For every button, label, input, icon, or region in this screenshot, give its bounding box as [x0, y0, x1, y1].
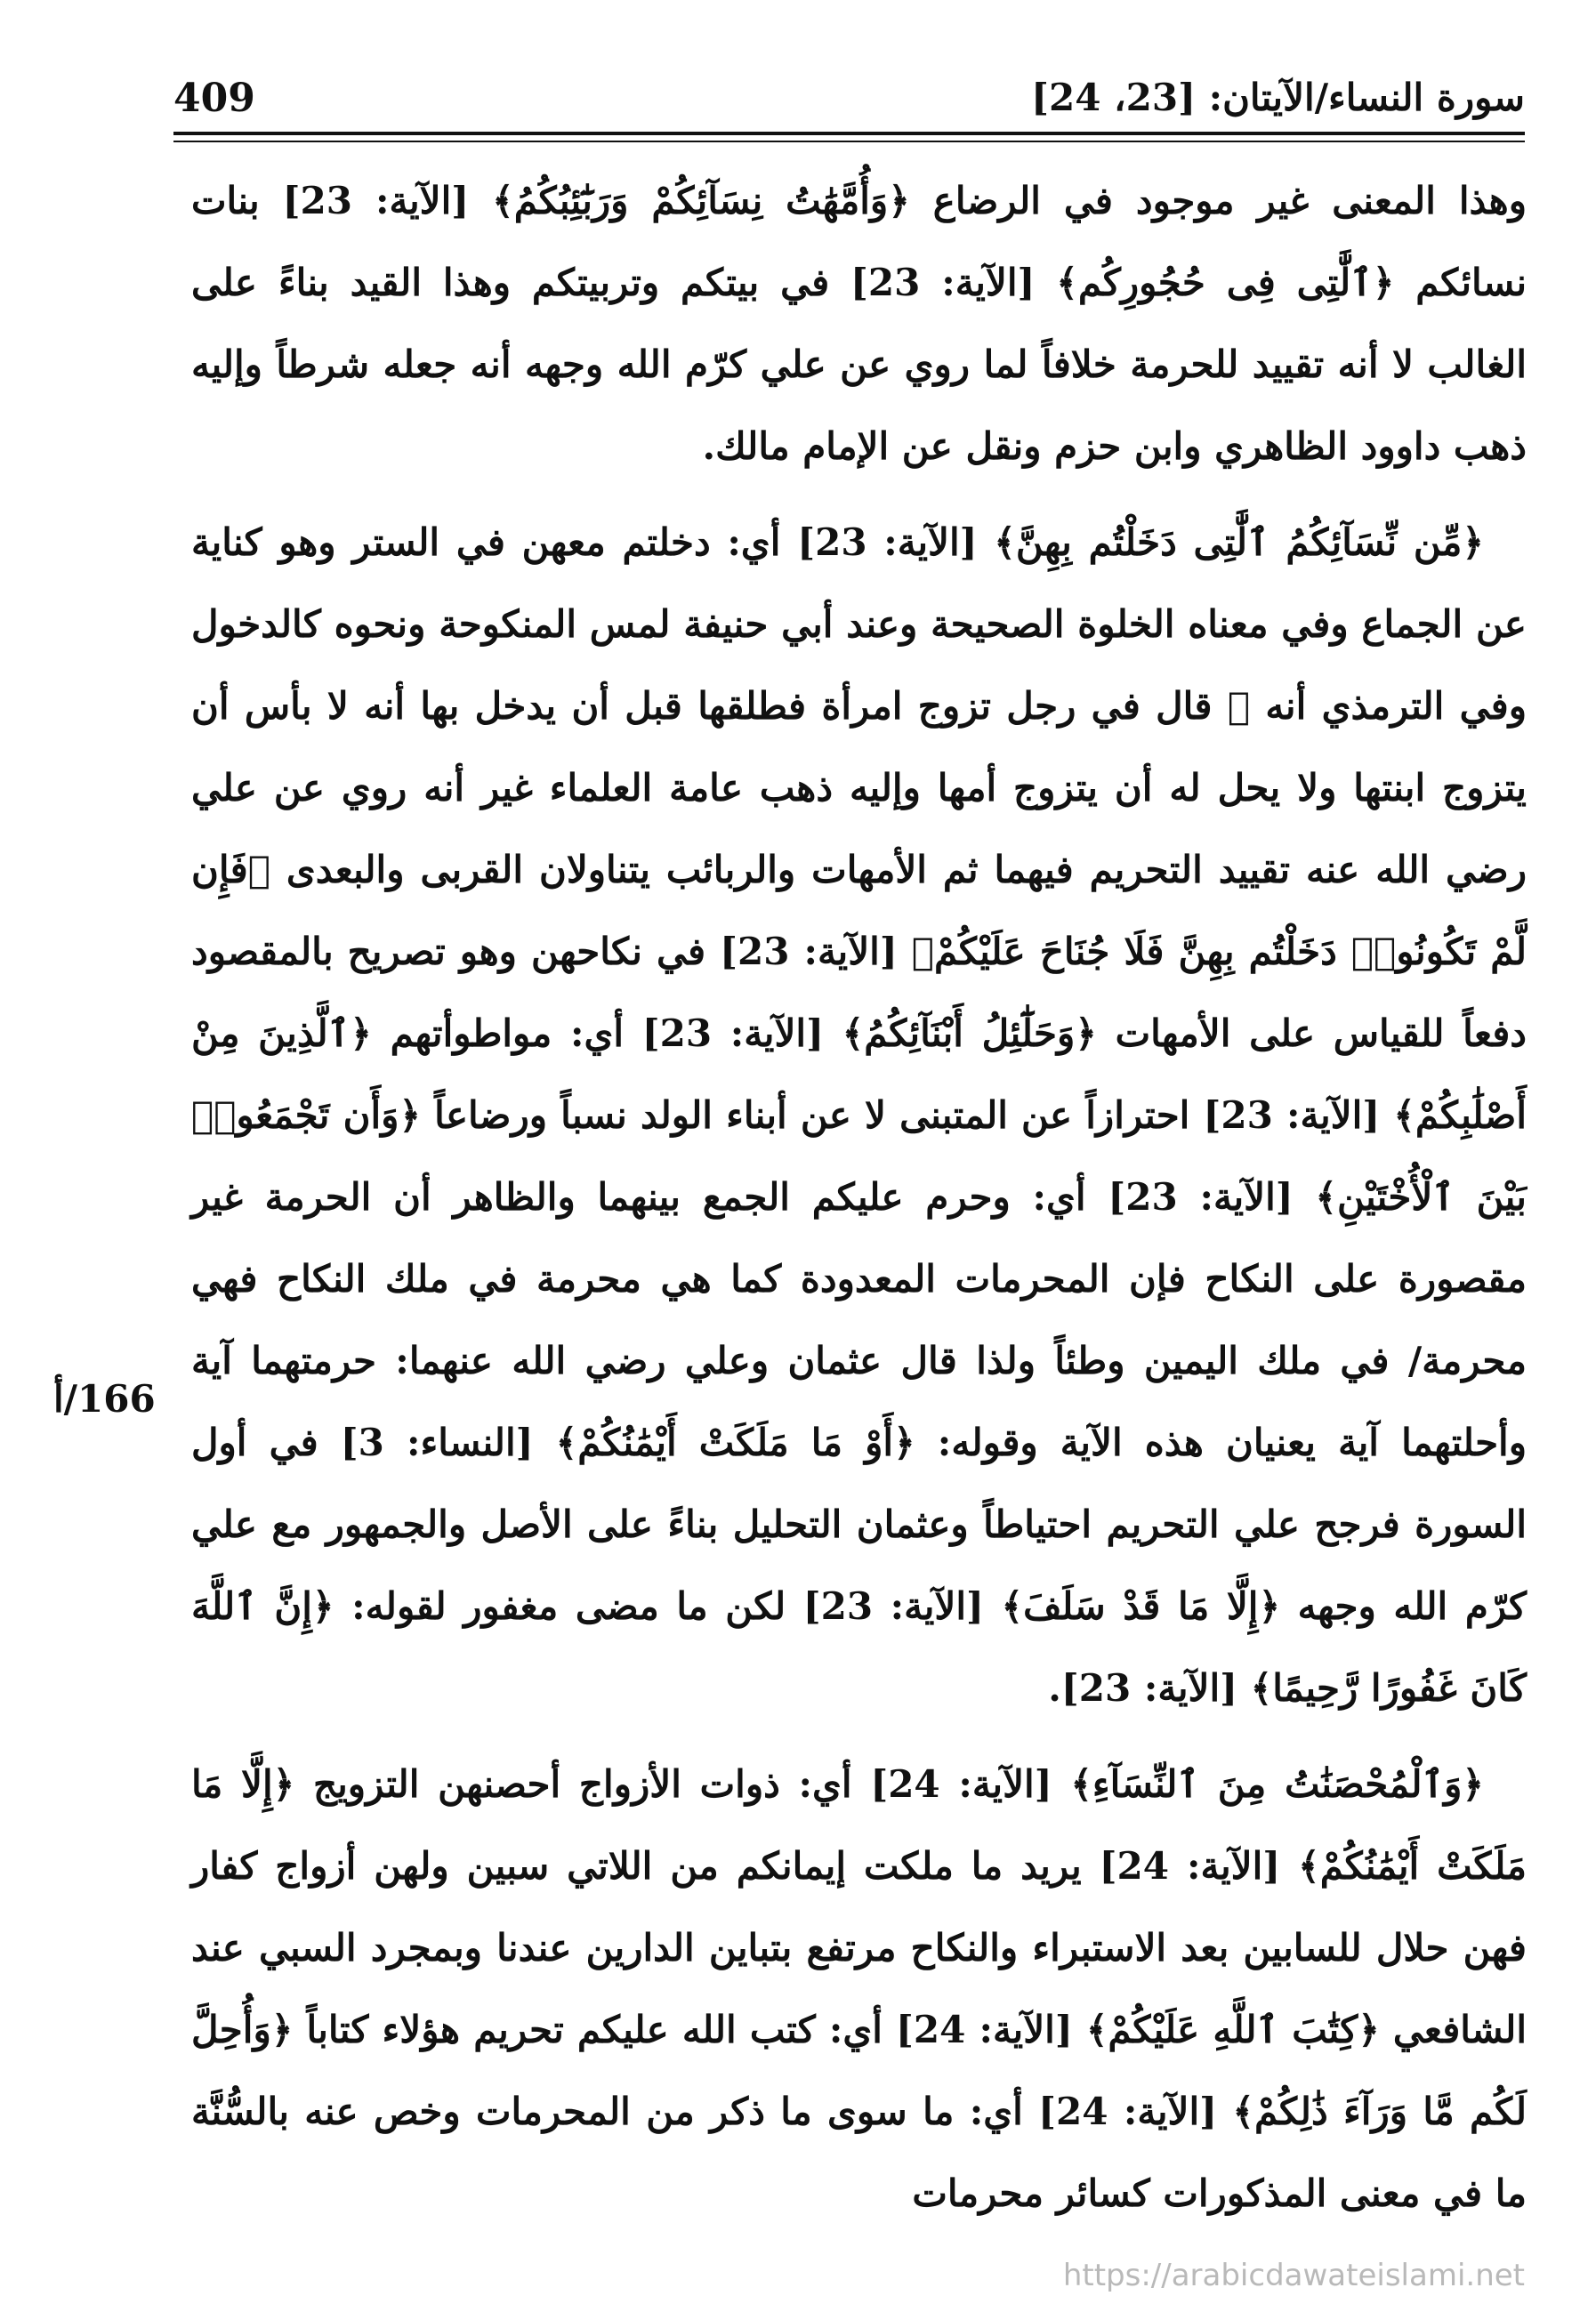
paragraph-3: ﴿وَٱلْمُحْصَنَٰتُ مِنَ ٱلنِّسَآءِ﴾ [الآية: 24] أي: ذوات الأزواج أحصنهن التزويج ﴿إِلَّا مَا مَلَكَتْ أَيْمَٰنُكُمْ﴾ [الآية: 24] يريد ما ملكت إيمانكم من اللاتي سبين ولهن أزواج كفار فهن حلال للسابين بعد الاستبراء والنكاح مرتفع بتباين الدارين عندنا وبمجرد السبي عند الشافعي ﴿كِتَٰبَ ٱللَّهِ عَلَيْكُمْ﴾ [الآية: 24] أي: كتب الله عليكم تحريم هؤلاء كتاباً ﴿وَأُحِلَّ لَكُم مَّا وَرَآءَ ذَٰلِكُمْ﴾ [الآية: 24] أي: ما سوى ما ذكر من المحرمات وخص عنه بالسُّنَّة ما في معنى المذكورات كسائر محرمات	[191, 1762, 1527, 2215]
header-rule-thick	[173, 132, 1525, 135]
paragraph-1: وهذا المعنى غير موجود في الرضاع ﴿وَأُمَّهَٰتُ نِسَآئِكُمْ وَرَبَٰٓئِبُكُمُ﴾ [الآية: 23] بنات نسائكم ﴿ٱلَّٰتِى فِى حُجُورِكُم﴾ [الآية: 23] في بيتكم وتربيتكم وهذا القيد بناءً على الغالب لا أنه تقييد للحرمة خلافاً لما روي عن علي كرّم الله وجهه أنه جعله شرطاً وإليه ذهب داوود الظاهري وابن حزم ونقل عن الإمام مالك.	[191, 179, 1527, 468]
page-header	[173, 76, 1525, 138]
body-text	[191, 160, 1527, 2235]
page-number: 409	[173, 76, 255, 121]
header-rule-thin	[173, 141, 1525, 142]
margin-folio-note: 166/أ	[53, 1377, 156, 1421]
watermark-url: https://arabicdawateislami.net	[1062, 2258, 1525, 2293]
running-title: سورة النساء/الآيتان: [23، 24]	[1031, 76, 1525, 119]
paragraph-2: ﴿مِّن نِّسَآئِكُمُ ٱلَّٰتِى دَخَلْتُم بِهِنَّ﴾ [الآية: 23] أي: دخلتم معهن في الستر وهو كناية عن الجماع وفي معناه الخلوة الصحيحة وعند أبي حنيفة لمس المنكوحة ونحوه كالدخول وفي الترمذي أنه ﷺ قال في رجل تزوج امرأة فطلقها قبل أن يدخل بها أنه لا بأس أن يتزوج ابنتها ولا يحل له أن يتزوج أمها وإليه ذهب عامة العلماء غير أنه روي عن علي رضي الله عنه تقييد التحريم فيهما ثم الأمهات والربائب يتناولان القربى والبعدى ﴿فَإِن لَّمْ تَكُونُوا۟ دَخَلْتُم بِهِنَّ فَلَا جُنَاحَ عَلَيْكُمْ﴾ [الآية: 23] في نكاحهن وهو تصريح بالمقصود دفعاً للقياس على الأمهات ﴿وَحَلَٰٓئِلُ أَبْنَآئِكُمُ﴾ [الآية: 23] أي: مواطوأتهم ﴿ٱلَّذِينَ مِنْ أَصْلَٰبِكُمْ﴾ [الآية: 23] احترازاً عن المتبنى لا عن أبناء الولد نسباً ورضاعاً ﴿وَأَن تَجْمَعُوا۟ بَيْنَ ٱلْأُخْتَيْنِ﴾ [الآية: 23] أي: وحرم عليكم الجمع بينهما والظاهر أن الحرمة غير مقصورة على النكاح فإن المحرمات المعدودة كما هي محرمة في ملك النكاح فهي محرمة/ في ملك اليمين وطئاً ولذا قال عثمان وعلي رضي الله عنهما: حرمتهما آية وأحلتهما آية يعنيان هذه الآية وقوله: ﴿أَوْ مَا مَلَكَتْ أَيْمَٰنُكُمْ﴾ [النساء: 3] في أول السورة فرجح علي التحريم احتياطاً وعثمان التحليل بناءً على الأصل والجمهور مع علي كرّم الله وجهه ﴿إِلَّا مَا قَدْ سَلَفَ﴾ [الآية: 23] لكن ما مضى مغفور لقوله: ﴿إِنَّ ٱللَّهَ كَانَ غَفُورًا رَّحِيمًا﴾ [الآية: 23].	[191, 520, 1527, 1710]
